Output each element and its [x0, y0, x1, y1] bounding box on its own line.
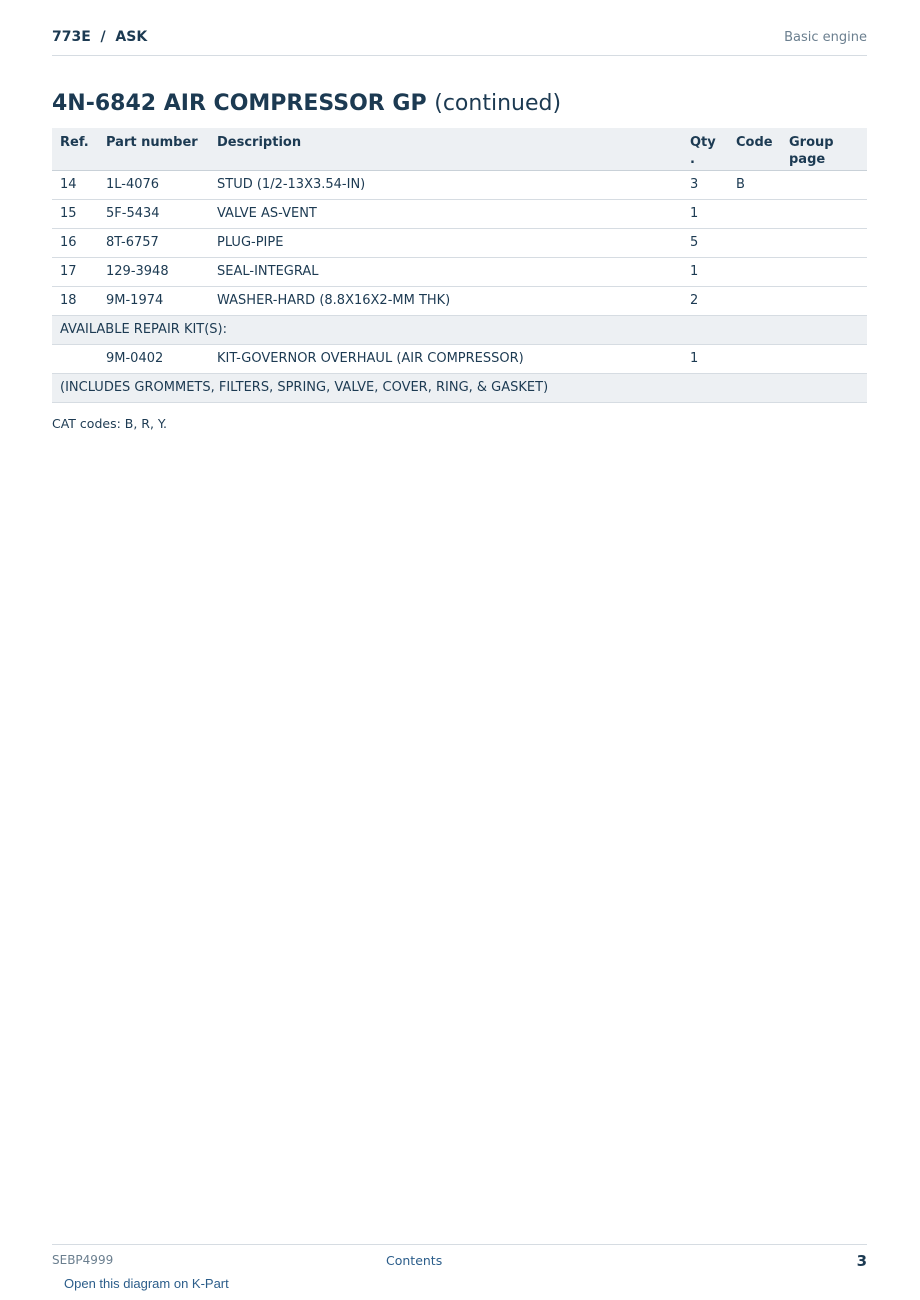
cell-code: B: [728, 170, 781, 199]
col-qty: Qty .: [682, 128, 728, 170]
cell-description: STUD (1/2-13X3.54-IN): [209, 170, 682, 199]
cell-qty: 5: [682, 228, 728, 257]
page-number: 3: [856, 1252, 867, 1270]
cell-code: [728, 286, 781, 315]
kit-heading: AVAILABLE REPAIR KIT(S):: [52, 315, 867, 344]
doc-number: SEBP4999: [52, 1253, 114, 1267]
cell-ref: [52, 344, 98, 373]
col-code: Code: [728, 128, 781, 170]
cell-part-number[interactable]: 8T-6757: [98, 228, 209, 257]
table-row: [52, 199, 867, 228]
cell-part-number[interactable]: 5F-5434: [98, 199, 209, 228]
model-breadcrumb: 773E / ASK: [52, 29, 148, 45]
cell-part-number[interactable]: 9M-1974: [98, 286, 209, 315]
cell-ref: 14: [52, 170, 98, 199]
cell-group-page: [781, 170, 867, 199]
table-row: [52, 228, 867, 257]
title-suffix: (continued): [434, 91, 562, 116]
cell-code: [728, 344, 781, 373]
col-ref: Ref.: [52, 128, 98, 170]
cell-part-number[interactable]: 129-3948: [98, 257, 209, 286]
cell-part-number[interactable]: 9M-0402: [98, 344, 209, 373]
cell-description: PLUG-PIPE: [209, 228, 682, 257]
cell-qty: 3: [682, 170, 728, 199]
cell-ref: 17: [52, 257, 98, 286]
cell-description: WASHER-HARD (8.8X16X2-MM THK): [209, 286, 682, 315]
table-row: [52, 257, 867, 286]
cell-group-page: [781, 228, 867, 257]
kit-note: (INCLUDES GROMMETS, FILTERS, SPRING, VALVE, COVER, RING, & GASKET): [52, 373, 867, 402]
page-title: [52, 89, 561, 119]
parts-table: [52, 128, 867, 403]
cell-group-page: [781, 286, 867, 315]
table-row: [52, 286, 867, 315]
section-label: Basic engine: [784, 30, 867, 45]
kit-heading-row: [52, 315, 867, 344]
page-header: [52, 28, 867, 56]
cell-description: SEAL-INTEGRAL: [209, 257, 682, 286]
col-group-page: Group page: [781, 128, 867, 170]
cell-description: VALVE AS-VENT: [209, 199, 682, 228]
cell-code: [728, 199, 781, 228]
cell-code: [728, 228, 781, 257]
cell-qty: 1: [682, 257, 728, 286]
cell-group-page: [781, 344, 867, 373]
open-k-part-link[interactable]: Open this diagram on K-Part: [64, 1276, 229, 1291]
contents-link[interactable]: Contents: [386, 1253, 443, 1268]
cell-description: KIT-GOVERNOR OVERHAUL (AIR COMPRESSOR): [209, 344, 682, 373]
col-description: Description: [209, 128, 682, 170]
cat-codes-note: CAT codes: B, R, Y.: [52, 416, 167, 431]
table-row: [52, 170, 867, 199]
title-main: 4N-6842 AIR COMPRESSOR GP: [52, 91, 427, 116]
cell-qty: 1: [682, 199, 728, 228]
cell-ref: 15: [52, 199, 98, 228]
cell-group-page: [781, 199, 867, 228]
cell-code: [728, 257, 781, 286]
kit-row: [52, 344, 867, 373]
cell-ref: 16: [52, 228, 98, 257]
table-header-row: [52, 128, 867, 170]
cell-qty: 2: [682, 286, 728, 315]
cell-group-page: [781, 257, 867, 286]
cell-ref: 18: [52, 286, 98, 315]
page-footer: [52, 1244, 867, 1275]
kit-note-row: [52, 373, 867, 402]
cell-part-number[interactable]: 1L-4076: [98, 170, 209, 199]
cell-qty: 1: [682, 344, 728, 373]
col-part-number: Part number: [98, 128, 209, 170]
